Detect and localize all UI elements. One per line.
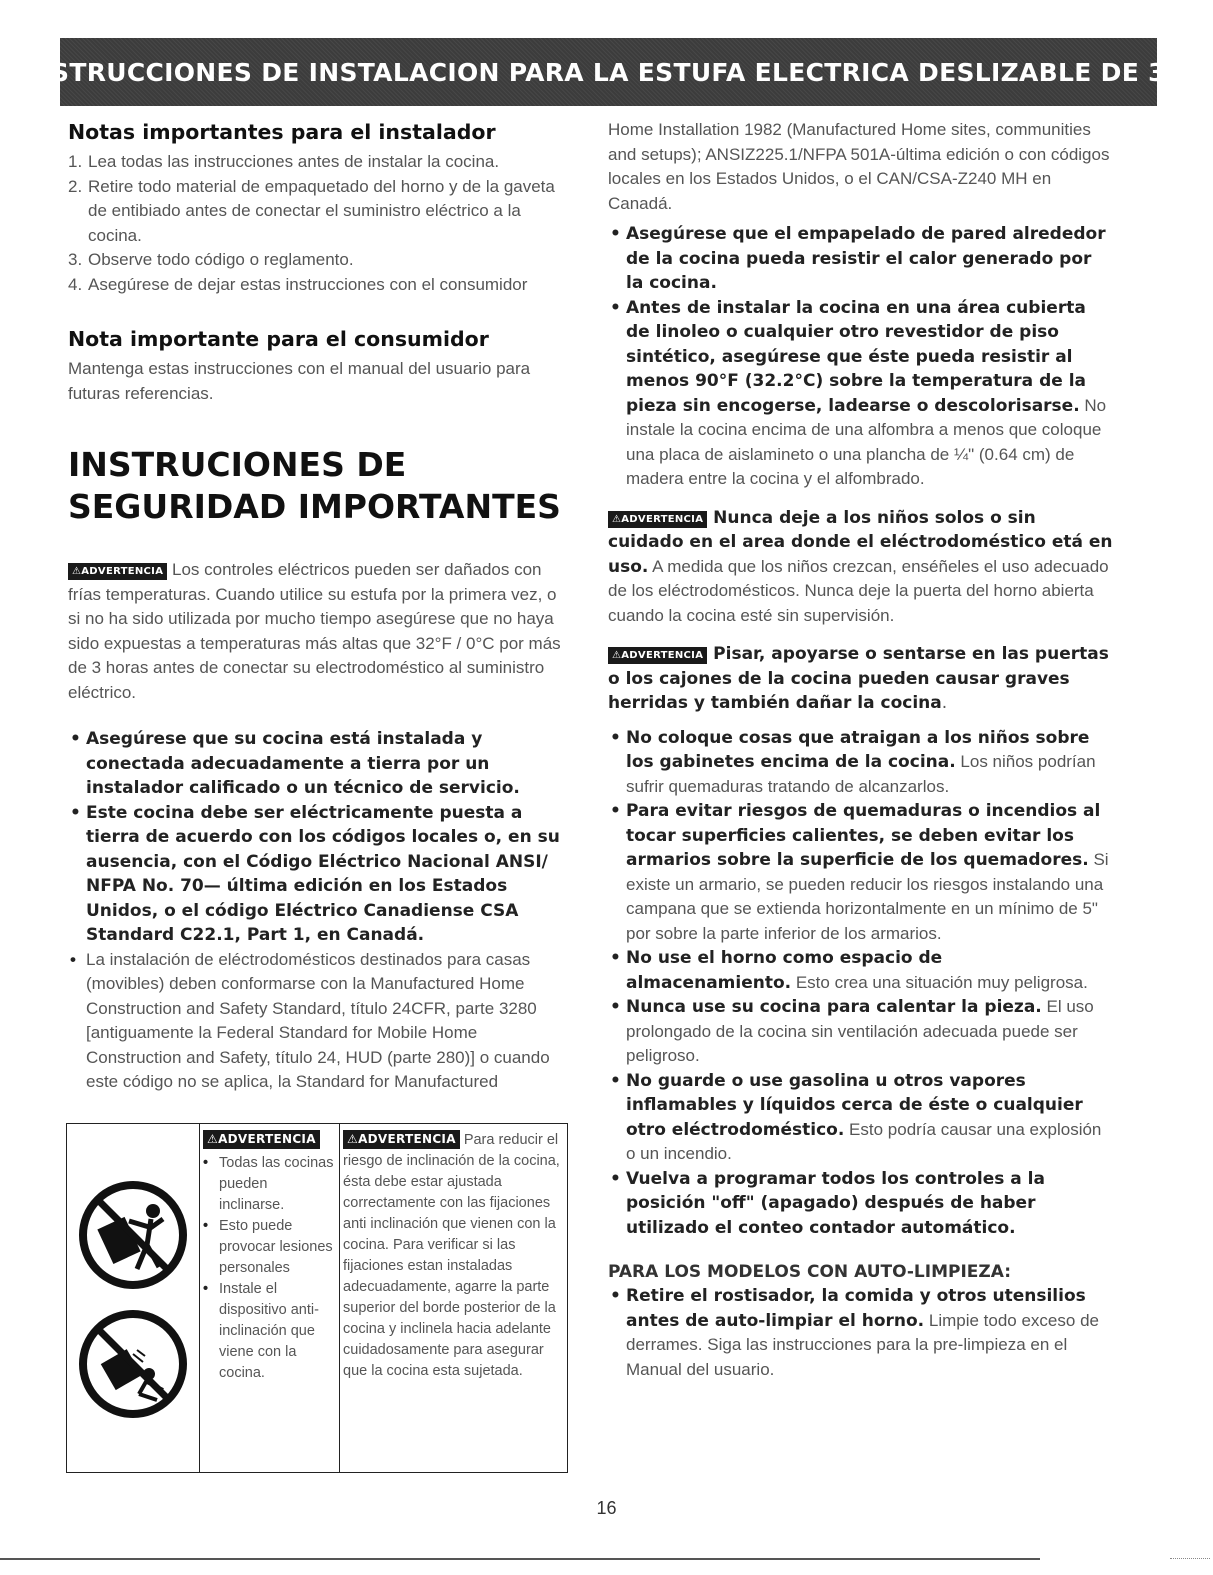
page-banner: INSTRUCCIONES DE INSTALACION PARA LA ESTUFA ELECTRICA DESLIZABLE DE 30" [60,38,1157,106]
right-column [608,118,1113,1382]
bullet-text: Los niños podrían sufrir quemaduras tratando de alcanzarlos. [626,752,1096,796]
warning-triangle-icon: ⚠ [72,566,82,577]
warning-triangle-icon: ⚠ [347,1132,359,1146]
left-bullet-list [68,727,570,1095]
warning-badge-label: ADVERTENCIA [621,513,704,525]
list-item [608,995,1113,1069]
warning-badge [68,563,167,580]
bottom-rule-dotted [1170,1558,1210,1560]
installer-notes-heading: Notas importantes para el instalador [68,120,496,144]
list-item: • Instale el dispositivo anti-inclinación que viene con la cocina. [201,1279,335,1384]
warning-badge-label: ADVERTENCIA [218,1132,316,1146]
bullet-text: El uso prolongado de la cocina sin ventilación adecuada puede ser peligroso. [626,997,1094,1065]
no-tip-pictogram-icon [67,1124,197,1472]
list-item [68,273,570,298]
list-item [68,175,570,249]
bullet-bold-text: Este cocina debe ser eléctricamente puesta a tierra de acuerdo con los códigos locales o, en su ausencia, con el Código Eléctrico Nacional ANSI/ NFPA No. 70— última edición en los Estados Unidos, o el código Eléctrico Canadiense CSA Standard C22.1, Part 1, en Canadá. [86,802,560,945]
cold-warning [68,558,570,705]
warning-triangle-icon: ⚠ [612,513,622,525]
bottom-rule [0,1558,1040,1560]
warning-badge [608,511,707,528]
list-item [608,799,1113,946]
list-item [608,296,1113,492]
warning-column-3 [339,1124,567,1472]
bullet-bold-text: Retire el rostisador, la comida y otros utensilios antes de auto-limpiar el horno. [626,1286,1086,1331]
list-item [608,1167,1113,1241]
list-item [608,1069,1113,1167]
list-item: • Todas las cocinas pueden inclinarse. [201,1153,335,1216]
list-item [608,946,1113,995]
safety-bullet-list [608,726,1113,1241]
safety-title-line: SEGURIDAD IMPORTANTES [68,487,561,526]
item-text: Asegúrese de dejar estas instrucciones con el consumidor [88,274,528,294]
left-column [68,118,570,1095]
warning-list [201,1153,335,1384]
installer-notes-list [68,150,570,297]
warning-badge [608,647,707,664]
self-clean-list [608,1284,1113,1382]
safety-title [68,444,570,528]
list-item [608,726,1113,800]
consumer-note-text: Mantenga estas instrucciones con el manual del usuario para futuras referencias. [68,359,531,403]
anti-tip-lead: Para [463,1132,495,1148]
bullet-bold-text: Para evitar riesgos de quemaduras o incendios al tocar superficies calientes, se deben evitar los armarios sobre la superficie de los quemadores. [626,801,1101,870]
warning-badge [203,1130,320,1149]
item-number: 3. [68,250,83,269]
warning-triangle-icon: ⚠ [207,1132,219,1146]
warning-badge-label: ADVERTENCIA [81,566,164,577]
page-number: 16 [596,1498,617,1518]
bullet-bold-text: Vuelva a programar todos los controles a la posición "off" (apagado) después de haber utilizado el conteo contador automático. [626,1168,1045,1238]
list-item [608,222,1113,296]
children-warning-text: A medida que los niños crezcan, enséñeles el uso adecuado de los eléctrodomésticos. Nunca deje la puerta del horno abierta cuando la cocina esté sin supervisión. [608,556,1109,625]
bullet-text: La instalación de eléctrodomésticos destinados para casas (movibles) deben conformarse con la Manufactured Home Construction and Safety Standard, título 24CFR, parte 3280 [antiguamente la Federal Standard for Mobile Home Construction and Safety, título 24, HUD (parte 280)] o cuando este código no se aplica, la Standard for Manufactured [86,949,550,1091]
list-item [68,948,570,1095]
bullet-bold-text: No coloque cosas que atraigan a los niños sobre los gabinetes encima de la cocina. [626,727,1090,772]
tip-over-warning-box [66,1123,568,1473]
right-bullet-list [608,222,1113,492]
bullet-text: Esto crea una situación muy peligrosa. [791,972,1088,992]
bullet-bold-text: No use el horno como espacio de almacenamiento. [626,948,943,993]
bullet-bold-text: Asegúrese que el empapelado de pared alrededor de la cocina pueda resistir el calor generado por la cocina. [626,224,1106,293]
doors-warning [608,642,1113,716]
list-item [68,248,570,273]
item-text: Retire todo material de empaquetado del horno y de la gaveta de entibiado antes de conectar el suministro eléctrico a la cocina. [88,176,555,245]
bullet-text: Esto podría causar una explosión o un incendio. [626,1119,1102,1163]
anti-tip-text: reducir el riesgo de inclinación de la cocina, ésta debe estar ajustada correctamente con las fijaciones anti inclinación que vienen con la cocina. Para verificar si las fijaciones estan instaladas adecuadamente, agarre la parte superior del borde posterior de la cocina y inclinela hacia adelante cuidadosamente para asegurar que la cocina esta sujetada. [343,1132,560,1379]
list-item [68,150,570,175]
children-warning [608,506,1113,629]
safety-title-line: INSTRUCIONES DE [68,445,407,484]
item-number: 2. [68,176,83,196]
bullet-bold-text: Nunca use su cocina para calentar la pieza. [626,997,1042,1017]
item-number: 4. [68,274,83,294]
item-text: Observe todo código o reglamento. [88,250,354,269]
anti-tip-warning [343,1130,563,1382]
manufactured-home-continuation: Home Installation 1982 (Manufactured Home sites, communities and setups); ANSIZ225.1/NFPA 501A-última edición o con códigos locales en los Estados Unidos, o el CAN/CSA-Z240 MH en Canadá. [608,120,1110,213]
doors-warning-bold: Pisar, apoyarse o sentarse en las puertas o los cajones de la cocina pueden causar graves herridas y también dañar la cocina [608,644,1109,713]
item-number: 1. [68,152,83,171]
list-item [68,727,570,801]
list-item [608,1284,1113,1382]
warning-badge-label: ADVERTENCIA [621,650,704,661]
bullet-text: Limpie todo exceso de derrames. Siga las instrucciones para la pre-limpieza en el Manual del usuario. [626,1310,1099,1379]
cold-warning-text: Los controles eléctricos pueden ser dañados con frías temperaturas. Cuando utilice su estufa por la primera vez, o si no ha sido utilizada por mucho tiempo asegúrese que no haya sido expuestas a temperaturas más altas que 32°F / 0°C por más de 3 horas antes de conectar su electrodoméstico al suministro eléctrico. [68,560,561,702]
bullet-bold-text: No guarde o use gasolina u otros vapores inflamables y líquidos cerca de éste o cualquier otro eléctrodoméstico. [626,1070,1083,1140]
children-warning-bold: Nunca deje a los niños solos o sin cuidado en el area donde el eléctrodoméstico etá en uso. [608,507,1113,577]
bullet-bold-text: Asegúrese que su cocina está instalada y conectada adecuadamente a tierra por un instalador calificado o un técnico de servicio. [86,729,520,798]
self-clean-heading: PARA LOS MODELOS CON AUTO-LIMPIEZA: [608,1262,1011,1282]
warning-column-2 [199,1124,340,1472]
warning-triangle-icon: ⚠ [612,650,622,661]
bullet-bold-text: Antes de instalar la cocina en una área cubierta de linoleo o cualquier otro revestidor de piso sintético, asegúrese que éste pueda resistir al menos 90°F (32.2°C) sobre la temperatura de la pieza sin encogerse, ladearse o descolorisarse. [626,297,1086,416]
consumer-note-heading: Nota importante para el consumidor [68,327,489,351]
warning-pictograms [67,1124,200,1472]
warning-badge [343,1130,460,1149]
list-item [68,801,570,948]
bullet-text: Si existe un armario, se pueden reducir los riesgos instalando una campana que se extienda horizontalmente en un mínimo de 5" por sobre la parte inferior de los armarios. [626,850,1109,943]
doors-warning-text: . [941,693,948,713]
bullet-text: No instale la cocina encima de una alfombra a menos que coloque una placa de aislamineto o una plancha de ¼" (0.64 cm) de madera entre la cocina y el alfombrado. [626,395,1107,488]
list-item: • Esto puede provocar lesiones personales [201,1216,335,1279]
item-text: Lea todas las instrucciones antes de instalar la cocina. [88,152,500,171]
warning-badge-label: ADVERTENCIA [358,1132,456,1146]
